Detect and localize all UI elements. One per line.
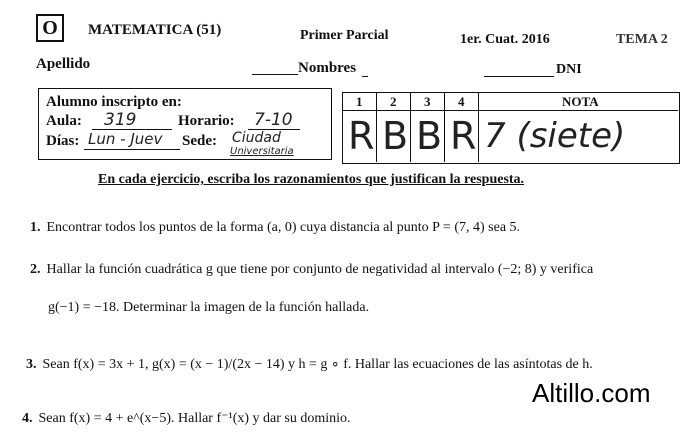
exam-title: Primer Parcial — [300, 28, 389, 43]
question-number: 4. — [22, 411, 33, 426]
grade-header-3: 3 — [424, 94, 431, 109]
apellido-label: Apellido — [36, 56, 91, 72]
dni-line — [484, 76, 554, 77]
version-letter-box — [36, 14, 64, 42]
grades-col-divider — [478, 92, 479, 162]
aula-value: 319 — [104, 110, 137, 130]
apellido-line — [252, 74, 298, 75]
grades-col-divider — [410, 92, 411, 162]
dias-value: Lun - Juev — [88, 130, 163, 148]
grade-mark-1: R — [348, 114, 375, 158]
grades-col-divider — [444, 92, 445, 162]
horario-label: Horario: — [178, 113, 235, 129]
nombres-label: Nombres — [298, 60, 357, 76]
question-3 — [26, 356, 593, 373]
question-4 — [22, 410, 351, 427]
question-2 — [30, 262, 593, 278]
question-text: Encontrar todos los puntos de la forma (a, 0) cuya distancia al punto P = (7, 4) sea 5. — [46, 220, 521, 235]
question-number: 2. — [30, 262, 41, 277]
sede-label: Sede: — [182, 133, 217, 149]
question-1 — [30, 220, 520, 236]
grade-header-nota: NOTA — [562, 94, 599, 109]
nombres-line — [362, 76, 368, 77]
grade-header-1: 1 — [356, 94, 363, 109]
watermark: Altillo.com — [532, 378, 651, 408]
dias-line — [84, 149, 180, 150]
subject-title: MATEMATICA (51) — [88, 22, 222, 38]
grade-mark-4: R — [450, 114, 477, 158]
question-number: 1. — [30, 220, 41, 235]
question-2-continuation: g(−1) = −18. Determinar la imagen de la función hallada. — [48, 300, 370, 315]
aula-label: Aula: — [46, 113, 82, 129]
question-text: Sean f(x) = 4 + e^(x−5). Hallar f⁻¹(x) y dar su dominio. — [38, 411, 351, 426]
grades-header-divider — [342, 110, 678, 111]
grade-header-4: 4 — [458, 94, 465, 109]
dni-label: DNI — [556, 62, 582, 77]
question-number: 3. — [26, 357, 37, 372]
instruction: En cada ejercicio, escriba los razonamientos que justifican la respuesta. — [98, 172, 525, 187]
version-letter: O — [42, 17, 58, 39]
sede-value-line2: Universitaria — [230, 146, 294, 157]
question-text: Sean f(x) = 3x + 1, g(x) = (x − 1)/(2x − 14) y h = g ∘ f. Hallar las ecuaciones de las asíntotas de h. — [42, 357, 593, 372]
nota-value: 7 (siete) — [484, 116, 626, 156]
grade-header-2: 2 — [390, 94, 397, 109]
question-text: Hallar la función cuadrática g que tiene por conjunto de negatividad al intervalo (−2; 8) y verifica — [46, 262, 594, 277]
term: 1er. Cuat. 2016 — [460, 32, 550, 47]
grade-mark-2: B — [382, 114, 409, 158]
tema: TEMA 2 — [616, 32, 668, 47]
grades-col-divider — [376, 92, 377, 162]
sede-value-line1: Ciudad — [232, 130, 281, 146]
enrollment-title: Alumno inscripto en: — [46, 94, 182, 110]
horario-value: 7-10 — [254, 110, 293, 130]
grade-mark-3: B — [416, 114, 443, 158]
dias-label: Días: — [46, 133, 80, 149]
